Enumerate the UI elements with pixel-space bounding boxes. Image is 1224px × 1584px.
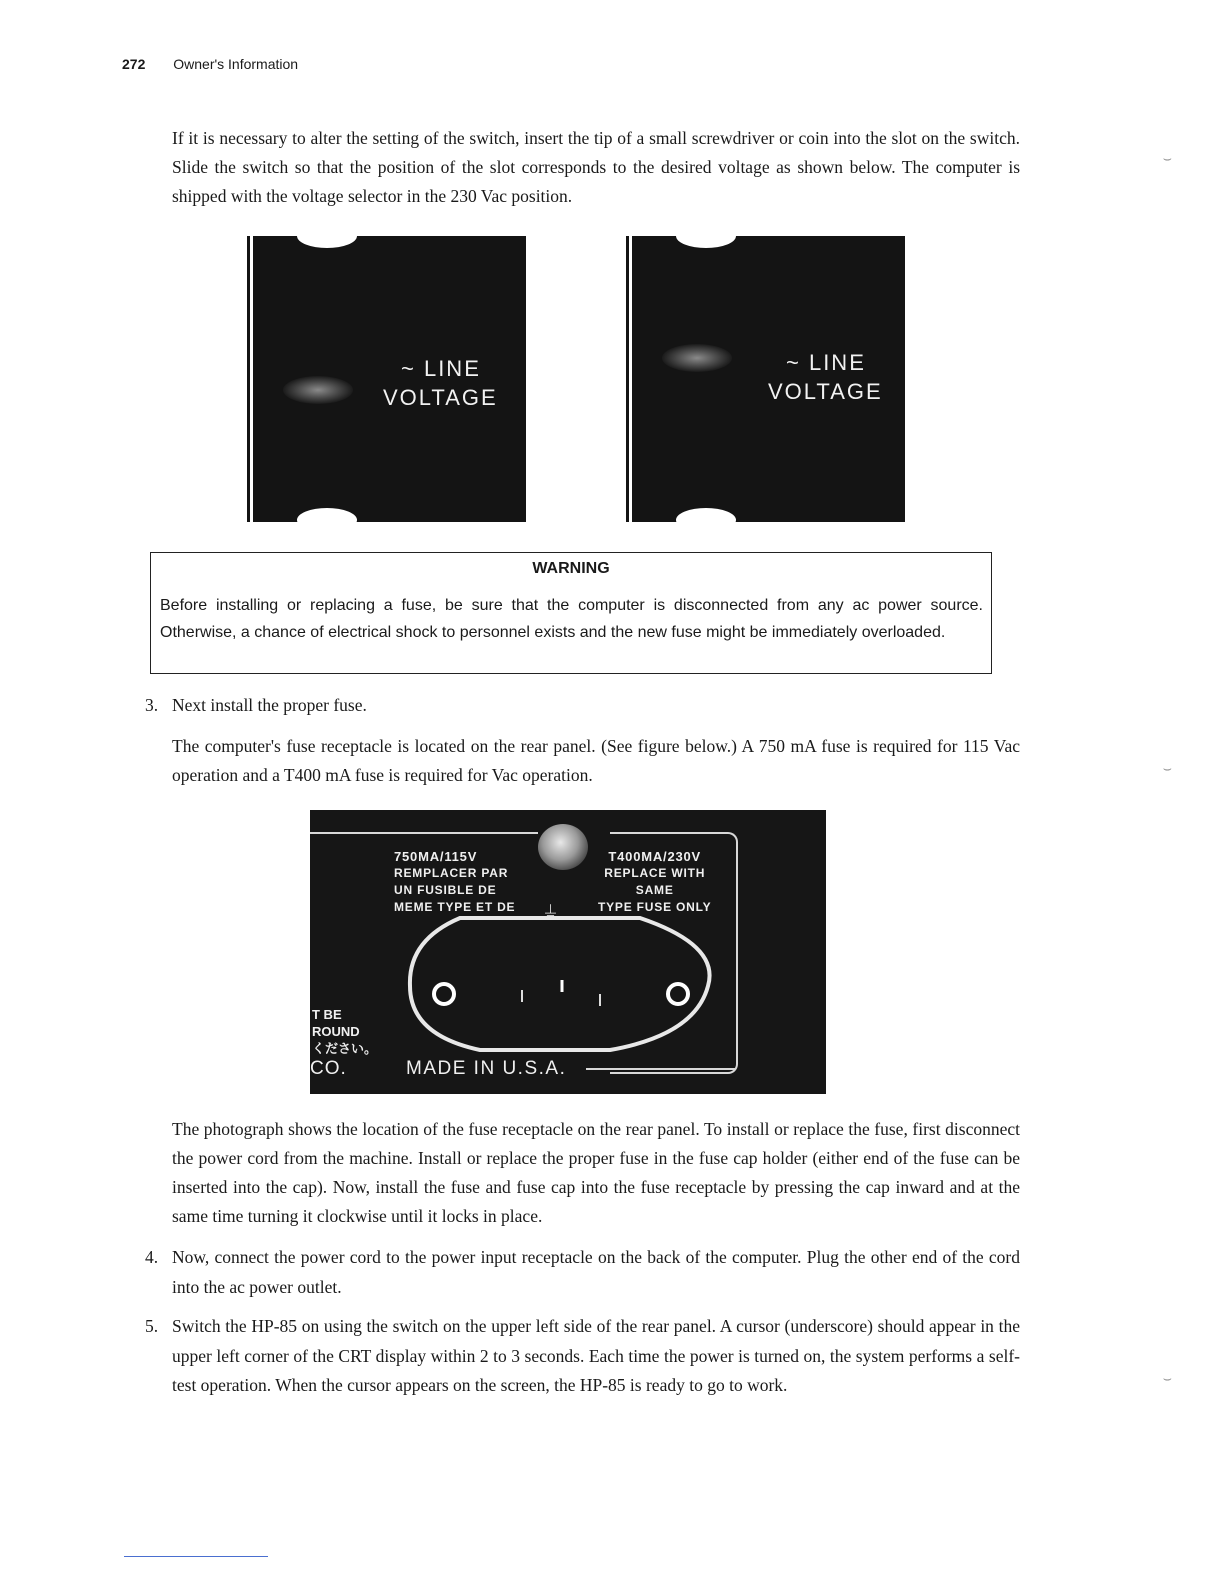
page-number: 272 <box>122 56 146 72</box>
step-number: 5. <box>145 1316 159 1336</box>
fuse-requirement-paragraph: The computer's fuse receptacle is located on the rear panel. (See figure below.) A 750 mA fuse is required for 115 Vac operation and a T400 mA fuse is required for Vac operation. <box>172 736 1020 785</box>
power-receptacle-outline <box>310 810 826 1094</box>
receptacle-pin-right <box>668 984 688 1004</box>
scan-artifact: ⌣ <box>1162 760 1172 776</box>
intro-paragraph: If it is necessary to alter the setting of the switch, insert the tip of a small screwdriver or coin into the slot on the switch. Slide the switch so that the position of the slot corresponds to the desired voltage as shown below. The computer is shipped with the voltage selector in the 230 Vac position. <box>172 128 1020 206</box>
warning-title: WARNING <box>532 560 610 577</box>
step-number: 3. <box>145 695 159 715</box>
receptacle-pin-left <box>434 984 454 1004</box>
step-3 <box>145 691 1020 721</box>
english-fuse-label: T400MA/230V REPLACE WITH SAME TYPE FUSE ONLY <box>598 849 712 914</box>
voltage-label: VOLTAGE <box>768 379 883 404</box>
company-text: CO. <box>310 1058 347 1079</box>
step-text: Now, connect the power cord to the power input receptacle on the back of the computer. Plug the other end of the cord into the ac power outlet. <box>172 1247 1020 1297</box>
warning-body: Before installing or replacing a fuse, be sure that the computer is disconnected from any ac power source. Otherwise, a chance of electrical shock to personnel exists and the new fuse might be immediately overloaded. <box>160 597 983 641</box>
warning-box <box>150 552 992 674</box>
scan-artifact: ⌣ <box>1162 1370 1172 1386</box>
page-header <box>122 56 298 72</box>
line-label: ~ LINE <box>786 350 866 375</box>
step-number: 4. <box>145 1247 159 1267</box>
fuse-receptacle-photo <box>310 810 826 1094</box>
made-in-usa-text: MADE IN U.S.A. <box>406 1058 567 1079</box>
scan-artifact: ⌣ <box>1162 150 1172 166</box>
switch-photo-230v <box>622 236 905 522</box>
footnote-rule <box>124 1556 268 1557</box>
running-title: Owner's Information <box>173 56 299 72</box>
step-text: Switch the HP-85 on using the switch on the upper left side of the rear panel. A cursor (underscore) should appear in the upper left corner of the CRT display within 2 to 3 seconds. Each time the power is turned on, the system performs a self-test operation. When the cursor appears on the screen, the HP-85 is ready to go to work. <box>172 1316 1020 1395</box>
line-label: ~ LINE <box>401 356 481 381</box>
fuse-install-paragraph: The photograph shows the location of the fuse receptacle on the rear panel. To install or replace the fuse, first disconnect the power cord from the machine. Install or replace the proper fuse in the fuse cap holder (either end of the fuse can be inserted into the cap). Now, install the fuse and fuse cap into the fuse receptacle by pressing the cap inward and at the same time turning it clockwise until it locks in place. <box>172 1119 1020 1226</box>
ground-symbol-icon: ⏚ <box>542 903 559 922</box>
voltage-label: VOLTAGE <box>383 385 498 410</box>
step-4 <box>145 1243 1020 1302</box>
french-fuse-label: 750MA/115V REMPLACER PAR UN FUSIBLE DE MEME TYPE ET DE <box>394 849 516 914</box>
cropped-edge-text: T BE ROUND ください。 <box>312 1007 378 1056</box>
switch-photo-115v <box>243 236 526 522</box>
step-5 <box>145 1312 1020 1401</box>
step-text: Next install the proper fuse. <box>172 695 367 715</box>
